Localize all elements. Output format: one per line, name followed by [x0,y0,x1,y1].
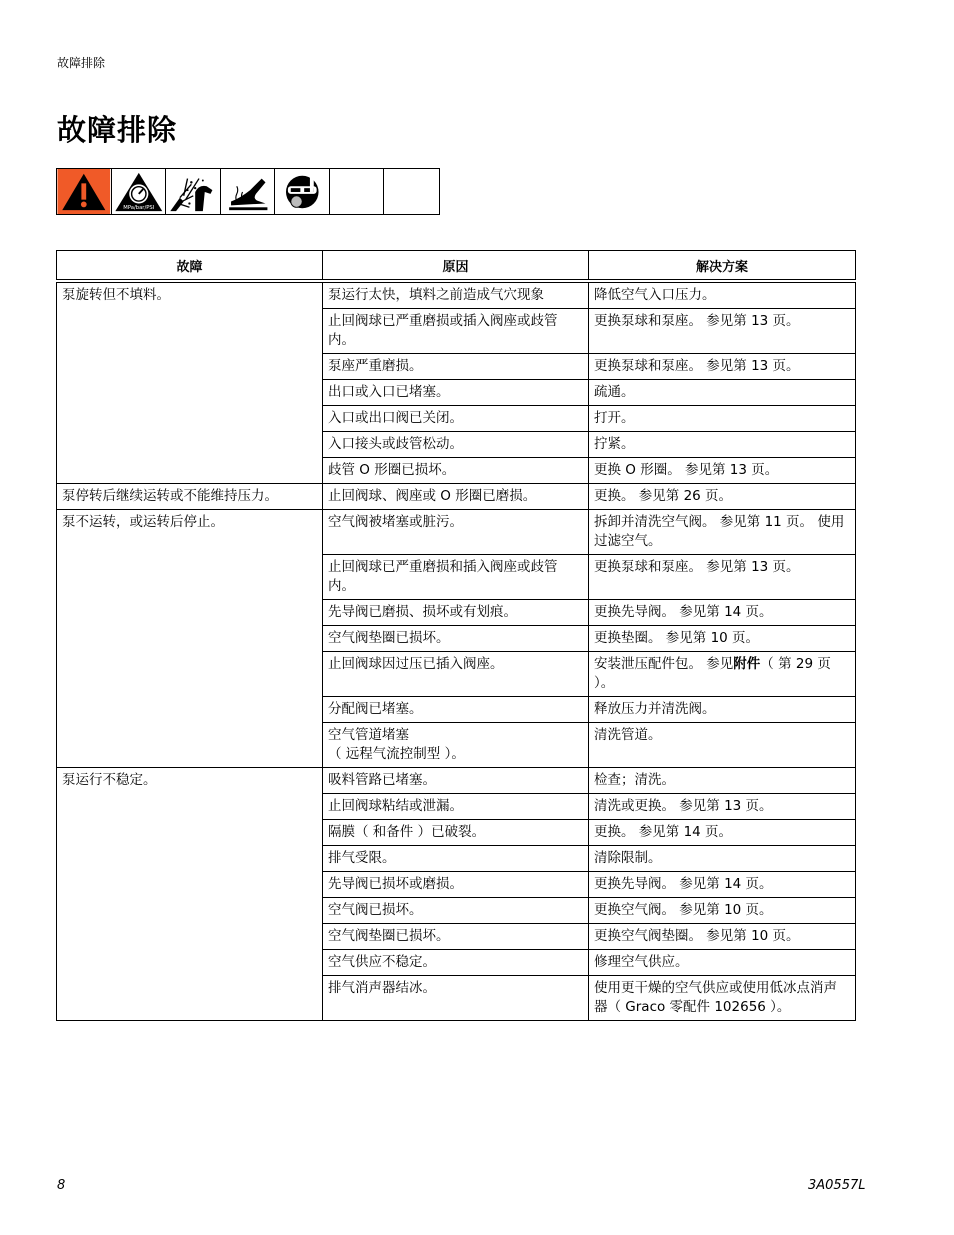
cause-cell: 先导阀已磨损、损坏或有划痕。 [323,600,589,626]
header-solution: 解决方案 [589,251,856,282]
solution-cell: 更换空气阀。 参见第 10 页。 [589,898,856,924]
cause-cell: 泵座严重磨损。 [323,354,589,380]
cause-cell: 排气受限。 [323,846,589,872]
cause-cell: 隔膜（ 和备件 ）已破裂。 [323,820,589,846]
cause-cell: 止回阀球已严重磨损和插入阀座或歧管内。 [323,555,589,600]
skin-injection-hazard-icon [166,169,221,214]
general-warning-icon [57,169,112,214]
table-header-row [57,251,856,282]
solution-cell: 更换泵球和泵座。 参见第 13 页。 [589,309,856,354]
cause-cell: 止回阀球、阀座或 O 形圈已磨损。 [323,484,589,510]
pressure-hazard-icon [112,169,167,214]
solution-cell: 更换泵球和泵座。 参见第 13 页。 [589,555,856,600]
burn-hazard-icon [221,169,276,214]
solution-cell: 修理空气供应。 [589,950,856,976]
cause-text: （ 远程气流控制型 ）。 [328,746,465,762]
solution-cell: 打开。 [589,406,856,432]
cause-cell: 入口接头或歧管松动。 [323,432,589,458]
solution-cell: 清除限制。 [589,846,856,872]
cause-cell: 空气供应不稳定。 [323,950,589,976]
protective-equipment-icon [275,169,330,214]
svg-text:MPa/bar/PSI: MPa/bar/PSI [122,205,154,212]
cause-cell: 出口或入口已堵塞。 [323,380,589,406]
cause-cell: 入口或出口阀已关闭。 [323,406,589,432]
solution-cell: 清洗或更换。 参见第 13 页。 [589,794,856,820]
cause-cell: 吸料管路已堵塞。 [323,768,589,794]
cause-cell: 止回阀球粘结或泄漏。 [323,794,589,820]
solution-cell: 更换。 参见第 26 页。 [589,484,856,510]
solution-cell: 检查；清洗。 [589,768,856,794]
empty-icon-slot [384,169,439,214]
cause-cell: 空气阀被堵塞或脏污。 [323,510,589,555]
table-row [57,281,856,309]
solution-cell: 更换先导阀。 参见第 14 页。 [589,600,856,626]
solution-cell: 更换 O 形圈。 参见第 13 页。 [589,458,856,484]
solution-cell: 拆卸并清洗空气阀。 参见第 11 页。 使用过滤空气。 [589,510,856,555]
solution-cell: 释放压力并清洗阀。 [589,697,856,723]
hazard-icon-strip [56,168,440,215]
problem-cell: 泵停转后继续运转或不能维持压力。 [57,484,323,510]
solution-cell: 更换垫圈。 参见第 10 页。 [589,626,856,652]
table-row [57,768,856,794]
header-cause: 原因 [323,251,589,282]
accessories-reference: 附件 [733,656,761,672]
solution-text: （ 第 29 页 ）。 [594,656,831,691]
page-title: 故障排除 [57,113,178,147]
table-row [57,510,856,555]
solution-cell: 使用更干燥的空气供应或使用低冰点消声器（ Graco 零配件 102656 ）。 [589,976,856,1021]
document-code: 3A0557L [808,1178,866,1193]
cause-cell: 空气阀垫圈已损坏。 [323,626,589,652]
problem-cell: 泵运行不稳定。 [57,768,323,1021]
cause-cell: 先导阀已损坏或磨损。 [323,872,589,898]
solution-cell: 拧紧。 [589,432,856,458]
cause-cell: 分配阀已堵塞。 [323,697,589,723]
empty-icon-slot [330,169,385,214]
cause-text: 空气管道堵塞 [328,727,409,743]
solution-cell: 更换空气阀垫圈。 参见第 10 页。 [589,924,856,950]
table-row [57,484,856,510]
solution-cell: 疏通。 [589,380,856,406]
solution-cell: 更换。 参见第 14 页。 [589,820,856,846]
problem-cell: 泵旋转但不填料。 [57,281,323,484]
cause-cell: 排气消声器结冰。 [323,976,589,1021]
cause-cell: 止回阀球因过压已插入阀座。 [323,652,589,697]
page-number: 8 [57,1178,66,1193]
solution-text: 安装泄压配件包。 参见 [594,656,734,672]
solution-cell: 降低空气入口压力。 [589,281,856,309]
solution-cell: 更换先导阀。 参见第 14 页。 [589,872,856,898]
solution-cell: 更换泵球和泵座。 参见第 13 页。 [589,354,856,380]
cause-cell: 歧管 O 形圈已损坏。 [323,458,589,484]
troubleshooting-table [56,250,856,1021]
solution-cell [589,652,856,697]
problem-cell: 泵不运转，或运转后停止。 [57,510,323,768]
cause-cell: 泵运行太快，填料之前造成气穴现象 [323,281,589,309]
cause-cell [323,723,589,768]
solution-cell: 清洗管道。 [589,723,856,768]
header-problem: 故障 [57,251,323,282]
cause-cell: 止回阀球已严重磨损或插入阀座或歧管内。 [323,309,589,354]
running-header: 故障排除 [57,56,106,70]
cause-cell: 空气阀已损坏。 [323,898,589,924]
cause-cell: 空气阀垫圈已损坏。 [323,924,589,950]
